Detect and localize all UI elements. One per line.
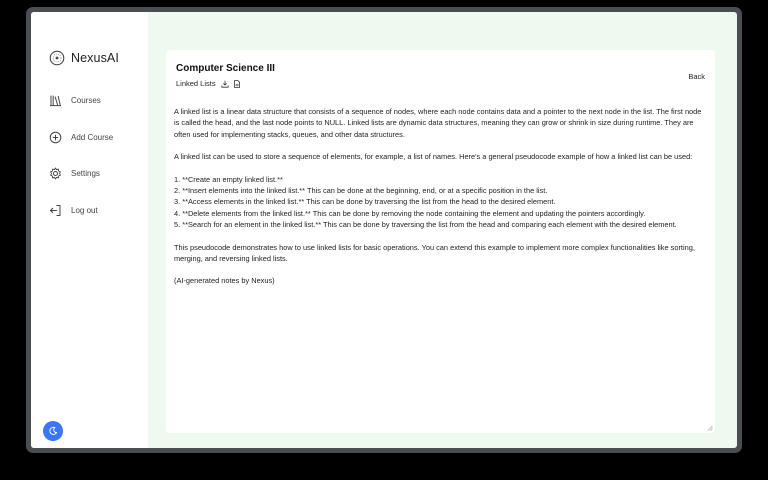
moon-icon: [48, 426, 58, 436]
course-title: Computer Science III: [176, 63, 275, 74]
sidebar-item-label: Settings: [71, 169, 100, 178]
sidebar-item-add-course[interactable]: [49, 131, 113, 144]
topic-row: [176, 79, 241, 88]
topic-title: Linked Lists: [176, 79, 216, 88]
download-icon[interactable]: [221, 80, 229, 88]
gear-icon: [49, 167, 62, 180]
list-item: 3. **Access elements in the linked list.** This can be done by traversing the list from the head to the desired element.: [174, 197, 556, 207]
sidebar: [31, 12, 148, 448]
notes-footer: (AI-generated notes by Nexus): [174, 276, 275, 286]
notes-card: [166, 50, 715, 433]
list-item: 5. **Search for an element in the linked list.** This can be done by traversing the list from the head and comparing each element with the desired element.: [174, 219, 677, 229]
list-item: 2. **Insert elements into the linked list.** This can be done at the beginning, end, or at a specific position in the list.: [174, 186, 548, 196]
sidebar-item-settings[interactable]: [49, 167, 100, 180]
logout-icon: [49, 204, 62, 217]
notes-paragraph: A linked list can be used to store a sequence of elements, for example, a list of names. Here's a general pseudocode example of how a linked list can be used:: [174, 152, 693, 162]
document-icon[interactable]: [233, 80, 241, 88]
sidebar-item-label: Add Course: [71, 133, 114, 142]
app-name: NexusAI: [71, 51, 119, 65]
device-frame: [26, 7, 742, 453]
book-icon: [49, 94, 62, 107]
theme-toggle-button[interactable]: [43, 421, 63, 441]
list-item: 4. **Delete elements from the linked list.** This can be done by removing the node containing the element and updating the pointers accordingly.: [174, 208, 646, 218]
sidebar-item-courses[interactable]: [49, 94, 101, 107]
nexus-logo-icon: [49, 50, 65, 66]
resize-handle-icon[interactable]: [707, 425, 713, 431]
notes-paragraph: A linked list is a linear data structure that consists of a sequence of nodes, where each node contains data and a pointer to the next node in the list. The first node is called the head, and the last node points to NULL. Linked lists are dynamic data structures, meaning they can grow or shrink in size during runtime. They are often used for implementing stacks, queues, and other data structures.: [174, 107, 702, 139]
sidebar-item-label: Courses: [71, 96, 101, 105]
logo: [49, 50, 119, 66]
notes-body: [174, 106, 707, 298]
steps-list: [174, 174, 707, 230]
notes-closing: This pseudocode demonstrates how to use linked lists for basic operations. You can extend this example to implement more complex functionalities like sorting, merging, and reversing linked lists.: [174, 242, 695, 263]
list-item: 1. **Create an empty linked list.**: [174, 174, 283, 184]
app-screen: [31, 12, 737, 448]
back-button[interactable]: Back: [688, 72, 705, 81]
sidebar-item-label: Log out: [71, 206, 98, 215]
plus-circle-icon: [49, 131, 62, 144]
sidebar-item-logout[interactable]: [49, 204, 98, 217]
